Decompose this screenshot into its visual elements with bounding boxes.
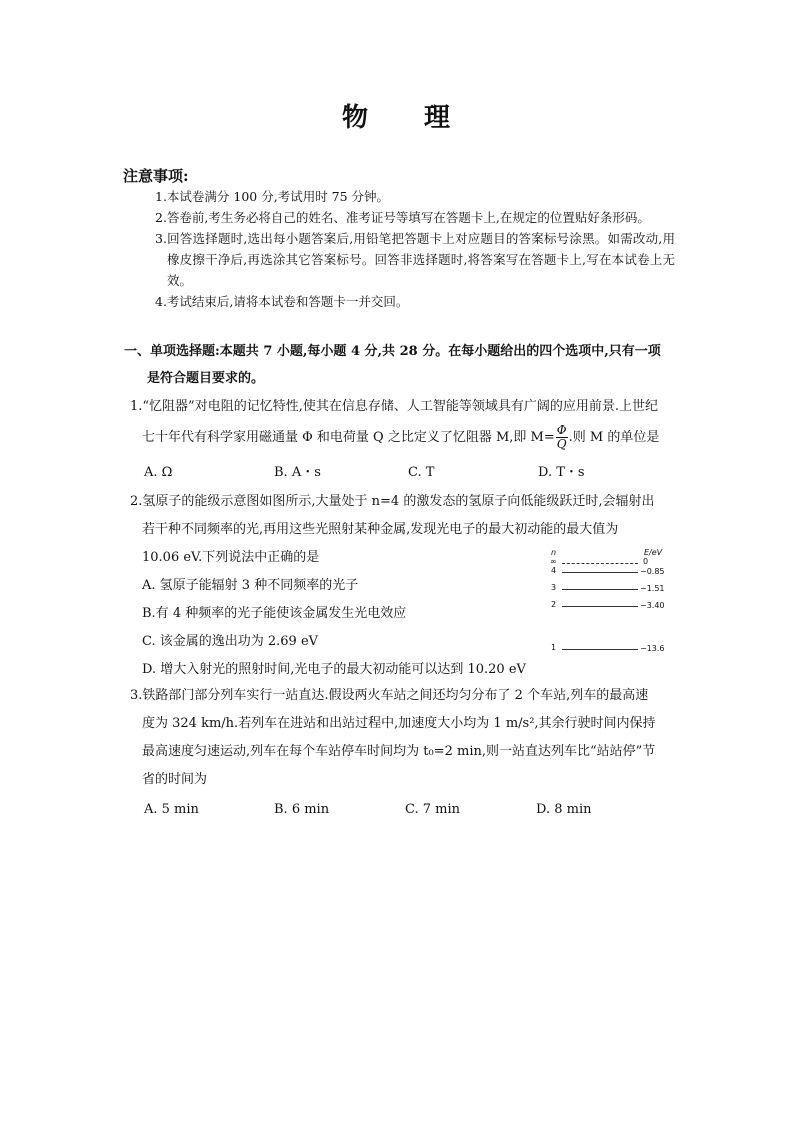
level-inf-n: ∞ xyxy=(550,557,557,566)
level-inf-line xyxy=(562,563,638,564)
q3-options xyxy=(130,796,675,822)
section-heading-line2: 是符合题目要求的。 xyxy=(147,371,265,386)
q2-stem-line1: 2.氢原子的能级示意图如图所示,大量处于 n=4 的激发态的氢原子向低能级跃迁时,会辐射出 xyxy=(130,494,655,509)
q1-option-a: A. Ω xyxy=(144,465,173,480)
energy-level-diagram xyxy=(548,548,668,656)
q2-option-c: C. 该金属的逸出功为 2.69 eV xyxy=(142,634,319,649)
q1-stem-line2-a: 七十年代有科学家用磁通量 Φ 和电荷量 Q 之比定义了忆阻器 M,即 M= xyxy=(142,430,555,445)
q2-option-a: A. 氢原子能辐射 3 种不同频率的光子 xyxy=(142,578,359,593)
q2-option-d: D. 增大入射光的照射时间,光电子的最大初动能可以达到 10.20 eV xyxy=(142,662,526,677)
notice-item-4: 4.考试结束后,请将本试卷和答题卡一并交回。 xyxy=(155,294,409,309)
level-3-n: 3 xyxy=(551,583,557,592)
section-heading-line1: 一、单项选择题:本题共 7 小题,每小题 4 分,共 28 分。在每小题给出的四个选项中,只有一项 xyxy=(124,344,661,359)
q3-option-a: A. 5 min xyxy=(144,802,199,817)
section-heading xyxy=(124,338,684,392)
q1-fraction xyxy=(556,424,568,451)
q2-option-b: B.有 4 种频率的光子能使该金属发生光电效应 xyxy=(142,606,407,621)
notice-item-1: 1.本试卷满分 100 分,考试用时 75 分钟。 xyxy=(155,189,390,204)
q1-option-b: B. A・s xyxy=(274,465,321,480)
level-2-line xyxy=(562,606,638,607)
q2-stem-line2: 若干种不同频率的光,再用这些光照射某种金属,发现光电子的最大初动能的最大值为 xyxy=(142,522,619,537)
q3-option-b: B. 6 min xyxy=(274,802,330,817)
notice-list xyxy=(155,186,675,312)
q1-frac-den: Q xyxy=(556,437,567,451)
q1-options xyxy=(130,459,675,485)
diagram-e-label: E/eV xyxy=(644,548,663,557)
question-1 xyxy=(130,393,675,485)
level-inf-e: 0 xyxy=(643,557,649,566)
title-char-1: 物 xyxy=(341,103,370,133)
level-1-line xyxy=(562,649,638,650)
notice-heading: 注意事项: xyxy=(123,167,189,185)
q1-option-c: C. T xyxy=(408,465,435,480)
q3-option-c: C. 7 min xyxy=(405,802,461,817)
q2-stem-line3: 10.06 eV.下列说法中正确的是 xyxy=(142,550,320,565)
question-3 xyxy=(130,682,675,822)
level-2-n: 2 xyxy=(551,600,557,609)
q1-stem-line2 xyxy=(130,421,675,455)
level-1-e: −13.6 xyxy=(640,644,665,653)
notice-item-3: 3.回答选择题时,选出每小题答案后,用铅笔把答题卡上对应题目的答案标号涂黑。如需改动,用橡皮擦干净后,再选涂其它答案标号。回答非选择题时,将答案写在答题卡上,写在本试卷上无效。 xyxy=(155,231,675,288)
notice-item-2: 2.答卷前,考生务必将自己的姓名、准考证号等填写在答题卡上,在规定的位置贴好条形码。 xyxy=(155,210,650,225)
q3-option-d: D. 8 min xyxy=(536,802,592,817)
level-3-e: −1.51 xyxy=(640,584,665,593)
title-char-2: 理 xyxy=(424,103,453,133)
q3-stem-line3: 最高速度匀速运动,列车在每个车站停车时间均为 t₀=2 min,则一站直达列车比“站站停”节 xyxy=(142,744,656,759)
diagram-n-label: n xyxy=(551,548,557,557)
level-4-n: 4 xyxy=(551,566,557,575)
q3-stem-line4: 省的时间为 xyxy=(142,772,208,787)
q1-stem-line2-b: .则 M 的单位是 xyxy=(568,430,660,445)
level-1-n: 1 xyxy=(551,643,557,652)
q3-stem-line1: 3.铁路部门部分列车实行一站直达.假设两火车站之间还均匀分布了 2 个车站,列车的最高速 xyxy=(130,688,649,703)
q1-frac-num: Φ xyxy=(556,423,567,437)
level-3-line xyxy=(562,589,638,590)
page-title xyxy=(0,97,794,134)
q1-option-d: D. T・s xyxy=(538,465,585,480)
level-4-line xyxy=(562,572,638,573)
level-4-e: −0.85 xyxy=(640,567,665,576)
q3-stem-line2: 度为 324 km/h.若列车在进站和出站过程中,加速度大小均为 1 m/s²,其余行驶时间内保持 xyxy=(142,716,656,731)
q1-stem-line1: 1.“忆阻器”对电阻的记忆特性,使其在信息存储、人工智能等领域具有广阔的应用前景.上世纪 xyxy=(130,399,658,414)
level-2-e: −3.40 xyxy=(640,601,665,610)
